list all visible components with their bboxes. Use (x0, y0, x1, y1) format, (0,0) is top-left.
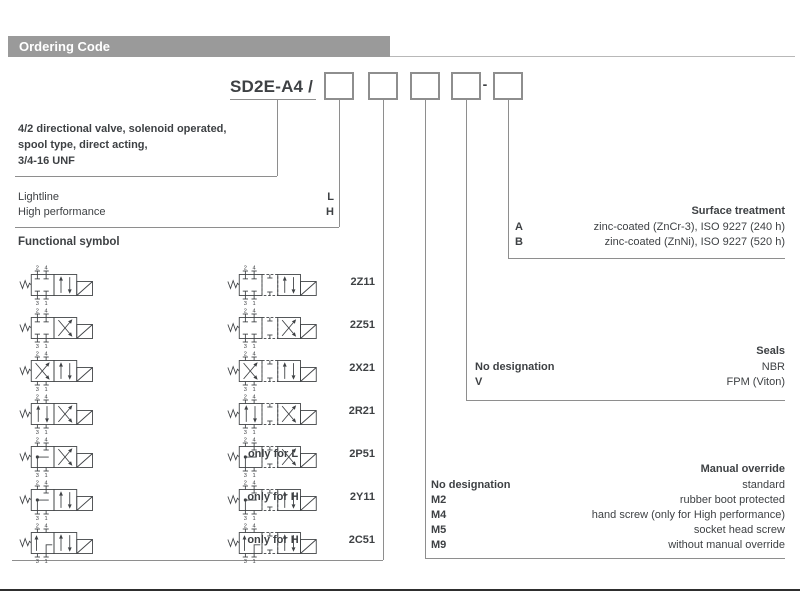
svg-text:3: 3 (243, 344, 247, 349)
svg-text:4: 4 (44, 265, 48, 272)
option-desc: rubber boot protected (679, 494, 785, 506)
surface-baseline (508, 258, 785, 259)
valve-symbol-transition (227, 307, 318, 349)
svg-text:1: 1 (252, 473, 256, 478)
option-desc: standard (742, 479, 785, 491)
valve-symbol-basic (19, 522, 96, 564)
svg-text:2: 2 (243, 480, 247, 487)
svg-text:4: 4 (252, 308, 256, 315)
option-desc: zinc-coated (ZnCr-3), ISO 9227 (240 h) (593, 221, 785, 233)
symbol-code: 2C51 (348, 534, 375, 546)
description-line: 4/2 directional valve, solenoid operated, (18, 123, 227, 135)
option-desc: NBR (761, 361, 785, 373)
svg-text:3: 3 (35, 473, 39, 478)
option-code: B (515, 236, 523, 248)
svg-text:4: 4 (252, 394, 256, 401)
only-for-note: only for H (247, 534, 299, 546)
svg-text:1: 1 (44, 559, 48, 564)
svg-text:2: 2 (243, 265, 247, 272)
order-code-box-5 (493, 72, 523, 100)
svg-text:2: 2 (35, 308, 39, 315)
svg-text:3: 3 (243, 473, 247, 478)
svg-text:2: 2 (243, 437, 247, 444)
valve-symbol-transition (227, 350, 318, 392)
valve-symbol-basic (19, 307, 96, 349)
svg-text:1: 1 (44, 516, 48, 521)
connector-box1 (339, 100, 340, 227)
connector-box3 (425, 100, 426, 558)
option-desc: socket head screw (693, 524, 785, 536)
svg-text:3: 3 (35, 430, 39, 435)
symbol-code: 2Z11 (350, 276, 375, 288)
functional-symbol-row (15, 348, 385, 391)
functional-symbol-row (15, 520, 385, 563)
svg-text:4: 4 (252, 437, 256, 444)
valve-symbol-basic (19, 350, 96, 392)
svg-text:2: 2 (243, 523, 247, 530)
description-line: spool type, direct acting, (18, 139, 148, 151)
series-baseline (15, 227, 339, 228)
svg-text:1: 1 (252, 516, 256, 521)
symbol-code: 2Z51 (349, 319, 375, 331)
svg-text:4: 4 (44, 394, 48, 401)
seals-baseline (466, 400, 785, 401)
symbol-code: 2Y11 (349, 491, 375, 503)
seals-title: Seals (756, 345, 785, 357)
functional-symbol-list (15, 262, 385, 564)
svg-text:2: 2 (35, 394, 39, 401)
svg-text:1: 1 (252, 559, 256, 564)
svg-text:2: 2 (243, 394, 247, 401)
svg-text:1: 1 (44, 387, 48, 392)
section-title: Ordering Code (19, 39, 111, 54)
svg-text:4: 4 (252, 480, 256, 487)
svg-text:3: 3 (35, 344, 39, 349)
series-code: L (327, 191, 334, 203)
functional-symbol-row (15, 391, 385, 434)
svg-text:3: 3 (35, 516, 39, 521)
svg-text:2: 2 (243, 351, 247, 358)
page-footer-rule (0, 589, 800, 591)
option-code: M5 (431, 524, 447, 536)
model-code-underline (230, 99, 316, 100)
section-header-bar (8, 36, 390, 57)
code-dash-separator: - (482, 76, 488, 92)
symbol-code: 2R21 (348, 405, 375, 417)
svg-text:3: 3 (243, 559, 247, 564)
header-rule (390, 56, 795, 57)
svg-text:2: 2 (35, 437, 39, 444)
svg-text:1: 1 (252, 301, 256, 306)
series-row-lightline (18, 190, 334, 205)
svg-text:1: 1 (44, 344, 48, 349)
valve-description (18, 121, 278, 169)
order-code-box-1 (324, 72, 354, 100)
svg-text:1: 1 (252, 387, 256, 392)
option-code: M4 (431, 509, 447, 521)
valve-symbol-transition (227, 264, 318, 306)
only-for-note: only for L (247, 448, 299, 460)
svg-text:3: 3 (243, 516, 247, 521)
option-code: A (515, 221, 523, 233)
model-code: SD2E-A4 / (230, 77, 314, 96)
svg-text:1: 1 (44, 473, 48, 478)
svg-text:2: 2 (35, 523, 39, 530)
svg-text:2: 2 (35, 265, 39, 272)
functional-symbol-row (15, 262, 385, 305)
svg-text:4: 4 (44, 351, 48, 358)
svg-text:3: 3 (243, 387, 247, 392)
svg-text:3: 3 (35, 559, 39, 564)
svg-text:1: 1 (44, 301, 48, 306)
svg-text:3: 3 (243, 301, 247, 306)
svg-text:1: 1 (252, 430, 256, 435)
valve-symbol-basic (19, 479, 96, 521)
description-line: 3/4-16 UNF (18, 155, 75, 167)
symbol-code: 2X21 (349, 362, 375, 374)
option-desc: FPM (Viton) (726, 376, 785, 388)
series-row-high-performance (18, 205, 334, 220)
option-code: No designation (431, 479, 511, 491)
valve-symbol-transition (227, 393, 318, 435)
svg-text:1: 1 (252, 344, 256, 349)
svg-text:3: 3 (35, 301, 39, 306)
functional-symbol-heading: Functional symbol (18, 236, 120, 248)
functional-symbol-row (15, 434, 385, 477)
svg-text:4: 4 (252, 523, 256, 530)
option-code: No designation (475, 361, 555, 373)
svg-text:2: 2 (35, 351, 39, 358)
option-desc: without manual override (668, 539, 785, 551)
series-label: Lightline (18, 191, 59, 203)
option-desc: zinc-coated (ZnNi), ISO 9227 (520 h) (604, 236, 785, 248)
svg-text:3: 3 (243, 430, 247, 435)
only-for-note: only for H (247, 491, 299, 503)
valve-symbol-basic (19, 436, 96, 478)
svg-text:3: 3 (35, 387, 39, 392)
order-code-box-2 (368, 72, 398, 100)
series-label: High performance (18, 206, 106, 218)
manual-override-title: Manual override (700, 463, 785, 475)
svg-text:4: 4 (44, 523, 48, 530)
functional-symbol-row (15, 305, 385, 348)
order-code-box-3 (410, 72, 440, 100)
svg-text:2: 2 (35, 480, 39, 487)
surface-treatment-title: Surface treatment (691, 205, 785, 217)
svg-text:4: 4 (252, 265, 256, 272)
connector-box4 (466, 100, 467, 400)
functional-symbol-row (15, 477, 385, 520)
manual-override-baseline (425, 558, 785, 559)
svg-text:4: 4 (44, 308, 48, 315)
svg-text:4: 4 (44, 437, 48, 444)
option-desc: hand screw (only for High performance) (591, 509, 785, 521)
svg-text:4: 4 (252, 351, 256, 358)
option-code: M2 (431, 494, 447, 506)
svg-text:4: 4 (44, 480, 48, 487)
option-code: V (475, 376, 483, 388)
description-baseline (15, 176, 277, 177)
valve-symbol-basic (19, 264, 96, 306)
order-code-box-4 (451, 72, 481, 100)
valve-symbol-basic (19, 393, 96, 435)
symbol-code: 2P51 (349, 448, 375, 460)
option-code: M9 (431, 539, 447, 551)
series-code: H (326, 206, 334, 218)
svg-text:1: 1 (44, 430, 48, 435)
svg-text:2: 2 (243, 308, 247, 315)
connector-box5 (508, 100, 509, 258)
